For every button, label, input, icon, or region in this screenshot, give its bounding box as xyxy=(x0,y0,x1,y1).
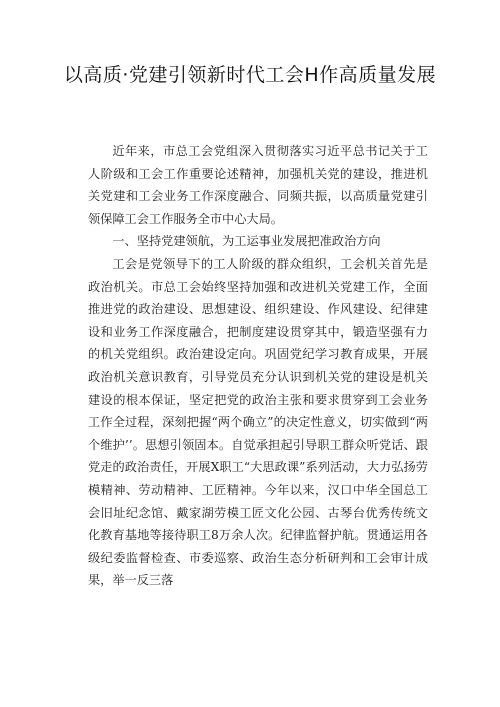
intro-paragraph: 近年来，市总工会党组深入贯彻落实习近平总书记关于工人阶级和工会工作重要论述精神，加强机关党的建设，推进机关党建和工会业务工作深度融合、同频共振，以高质量党建引领保障工会工作服务全市中心大局。 xyxy=(88,144,428,226)
section-heading: 一、坚持党建领航，为工运事业发展把准政治方向 xyxy=(112,234,381,249)
body-paragraph: 工会是党领导下的工人阶级的群众组织，工会机关首先是政治机关。市总工会始终坚持加强和改进机关党建工作，全面推进党的政治建设、思想建设、组织建设、作风建设、纪律建设和业务工作深度融合，把制度建设贯穿其中，锻造坚强有力的机关党组织。政治建设定向。巩固党纪学习教育成果，开展政治机关意识教育，引导党员充分认识到机关党的建设是机关建设的根本保证，坚定把党的政治主张和要求贯穿到工会业务工作全过程，深刻把握“两个确立”的决定性意义，切实做到“两个维护’’。思想引领固本。自觉承担起引导职工群众听党话、跟党走的政治责任，开展X职工“大思政课”系列活动，大力弘扬劳模精神、劳动精神、工匠精神。今年以来，汉口中华全国总工会旧址纪念馆、戴家湖劳模工匠文化公园、古琴台优秀传统文化教育基地等接待职工8万余人次。纪律监督护航。贯通运用各级纪委监督检查、市委巡察、政治生态分析研判和工会审计成果，举一反三落 xyxy=(88,256,428,588)
document-body xyxy=(88,140,428,592)
document-title: 以高质·党建引领新时代工会H作高质量发展 xyxy=(63,64,437,86)
